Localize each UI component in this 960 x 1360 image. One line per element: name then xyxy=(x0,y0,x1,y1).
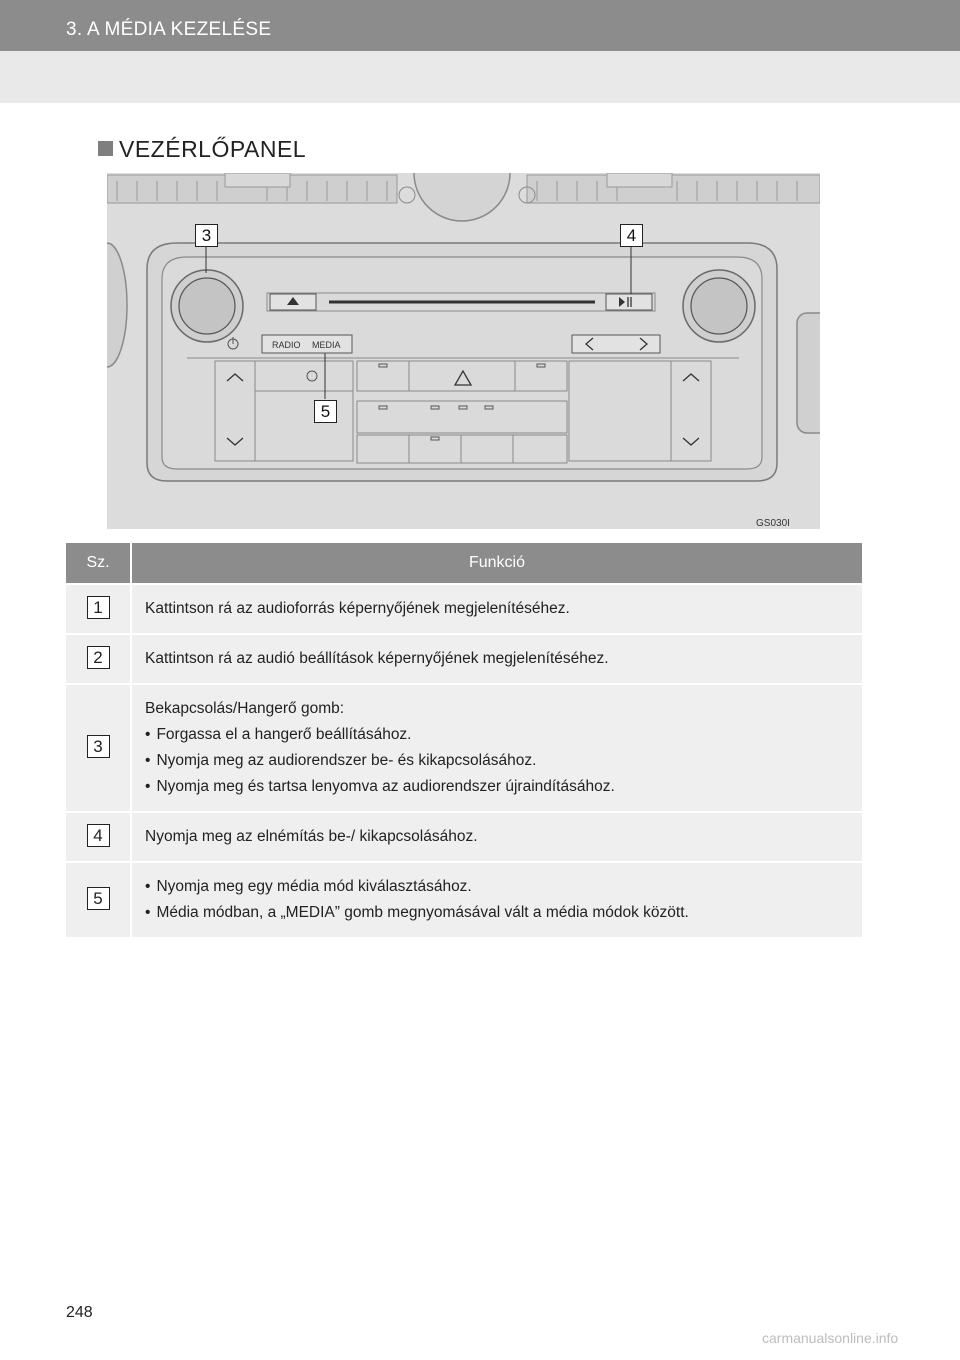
image-code: GS030I xyxy=(756,518,790,529)
function-table xyxy=(66,543,862,937)
row-description: Kattintson rá az audioforrás képernyőjének megjelenítéséhez. xyxy=(131,584,862,634)
row-number-box: 1 xyxy=(87,596,110,619)
row-intro: Bekapcsolás/Hangerő gomb: xyxy=(145,700,345,717)
radio-button-label: RADIO xyxy=(272,340,301,350)
row-number-box: 5 xyxy=(87,887,110,910)
header-function: Funkció xyxy=(131,543,862,584)
row-description: Nyomja meg az elnémítás be-/ kikapcsolásához. xyxy=(131,812,862,862)
power-volume-knob xyxy=(171,270,243,342)
header-bar xyxy=(0,0,960,51)
table-row xyxy=(66,812,862,862)
bullet-item: • Forgassa el a hangerő beállításához. xyxy=(145,722,852,748)
bullet-item: • Nyomja meg egy média mód kiválasztásához. xyxy=(145,874,852,900)
table-row xyxy=(66,634,862,684)
table-row xyxy=(66,684,862,812)
callout-3: 3 xyxy=(195,224,218,247)
callout-5: 5 xyxy=(314,400,337,423)
callout-4: 4 xyxy=(620,224,643,247)
chapter-title: 3. A MÉDIA KEZELÉSE xyxy=(66,19,272,40)
row-description: Kattintson rá az audió beállítások képernyőjének megjelenítéséhez. xyxy=(131,634,862,684)
row-description xyxy=(131,862,862,937)
bullet-item: • Nyomja meg és tartsa lenyomva az audiorendszer újraindításához. xyxy=(145,774,852,800)
row-number-box: 4 xyxy=(87,824,110,847)
header-band xyxy=(0,51,960,103)
row-description xyxy=(131,684,862,812)
tune-knob xyxy=(683,270,755,342)
table-header-row xyxy=(66,543,862,584)
media-button-label: MEDIA xyxy=(312,340,341,350)
header-number: Sz. xyxy=(66,543,131,584)
bullet-list xyxy=(145,874,852,926)
watermark: carmanualsonline.info xyxy=(762,1330,899,1346)
row-number-box: 3 xyxy=(87,735,110,758)
square-bullet-icon xyxy=(98,141,113,156)
section-title xyxy=(98,136,306,163)
bullet-item: • Média módban, a „MEDIA” gomb megnyomásával vált a média módok között. xyxy=(145,900,852,926)
table-row xyxy=(66,862,862,937)
page-number: 248 xyxy=(66,1304,93,1321)
table-row xyxy=(66,584,862,634)
row-number-box: 2 xyxy=(87,646,110,669)
bullet-list xyxy=(145,722,852,800)
bullet-item: • Nyomja meg az audiorendszer be- és kikapcsolásához. xyxy=(145,748,852,774)
section-title-text: VEZÉRLŐPANEL xyxy=(119,136,307,162)
